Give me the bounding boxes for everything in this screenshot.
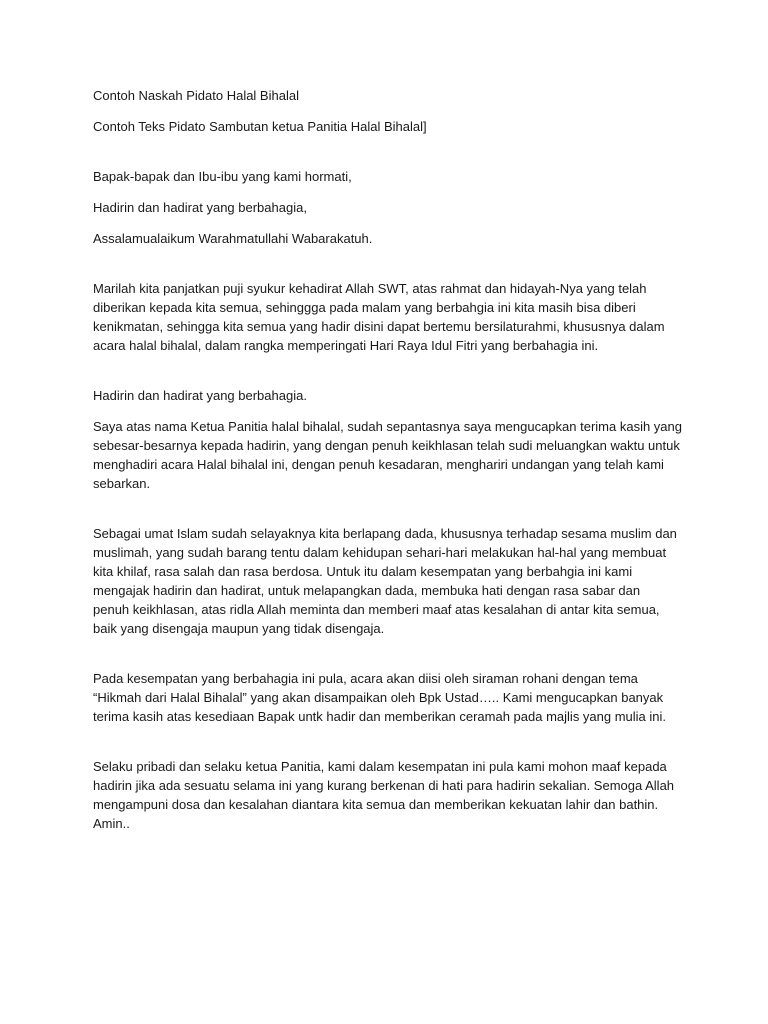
paragraph-line: kita khilaf, rasa salah dan rasa berdosa. Untuk itu dalam kesempatan yang berbahgia ini kami [93, 564, 633, 579]
paragraph-opening [93, 279, 683, 355]
paragraph-line: sebarkan. [93, 476, 151, 491]
paragraph-line: Pada kesempatan yang berbahagia ini pula, acara akan diisi oleh siraman rohani dengan tema [93, 671, 638, 686]
paragraph-forgiveness [93, 524, 683, 638]
document-body [93, 86, 683, 833]
paragraph-line: hadirin jika ada sesuatu selama ini yang kurang berkenan di hati para hadirin sekalian. Semoga Allah [93, 778, 675, 793]
greeting-line: Hadirin dan hadirat yang berbahagia. [93, 388, 307, 403]
paragraph-line: terima kasih atas kesediaan Bapak untk hadir dan memberikan ceramah pada majlis yang mulia ini. [93, 709, 667, 724]
greeting-line: Bapak-bapak dan Ibu-ibu yang kami hormati, [93, 169, 352, 184]
paragraph-line: Saya atas nama Ketua Panitia halal bihalal, sudah sepantasnya saya mengucapkan terima kasih yang [93, 419, 682, 434]
document-title: Contoh Naskah Pidato Halal Bihalal [93, 88, 299, 103]
paragraph-sermon [93, 669, 683, 726]
paragraph-line: mengampuni dosa dan kesalahan diantara kita semua dan memberikan kekuatan lahir dan bathin. [93, 797, 659, 812]
paragraph-line: kenikmatan, sehingga kita semua yang hadir disini dapat bertemu bersilaturahmi, khususnya dalam [93, 319, 665, 334]
paragraph-line: muslimah, yang sudah barang tentu dalam kehidupan sehari-hari melakukan hal-hal yang membuat [93, 545, 667, 560]
paragraph-line: Sebagai umat Islam sudah selayaknya kita berlapang dada, khususnya terhadap sesama muslim dan [93, 526, 677, 541]
paragraph-line: Selaku pribadi dan selaku ketua Panitia, kami dalam kesempatan ini pula kami mohon maaf kepada [93, 759, 667, 774]
greeting-line: Hadirin dan hadirat yang berbahagia, [93, 200, 307, 215]
paragraph-thanks [93, 417, 683, 493]
paragraph-line: acara halal bihalal, dalam rangka memperingati Hari Raya Idul Fitri yang berbahagia ini. [93, 338, 599, 353]
greeting-line: Assalamualaikum Warahmatullahi Wabarakatuh. [93, 231, 373, 246]
paragraph-line: “Hikmah dari Halal Bihalal” yang akan disampaikan oleh Bpk Ustad….. Kami mengucapkan banyak [93, 690, 664, 705]
paragraph-line: menghadiri acara Halal bihalal ini, dengan penuh kesadaran, menghariri undangan yang telah kami [93, 457, 664, 472]
paragraph-line: penuh keikhlasan, atas ridla Allah meminta dan memberi maaf atas kesalahan di antar kita semua, [93, 602, 660, 617]
document-subtitle: Contoh Teks Pidato Sambutan ketua Panitia Halal Bihalal] [93, 119, 427, 134]
paragraph-line: diberikan kepada kita semua, sehinggga pada malam yang berbahgia ini kita masih bisa diberi [93, 300, 636, 315]
paragraph-line: baik yang disengaja maupun yang tidak disengaja. [93, 621, 385, 636]
paragraph-line: Marilah kita panjatkan puji syukur kehadirat Allah SWT, atas rahmat dan hidayah-Nya yang telah [93, 281, 647, 296]
paragraph-line: sebesar-besarnya kepada hadirin, yang dengan penuh keikhlasan telah sudi meluangkan waktu untuk [93, 438, 680, 453]
paragraph-line: mengajak hadirin dan hadirat, untuk melapangkan dada, membuka hati dengan rasa sabar dan [93, 583, 641, 598]
paragraph-closing [93, 757, 683, 833]
paragraph-line: Amin.. [93, 816, 130, 831]
